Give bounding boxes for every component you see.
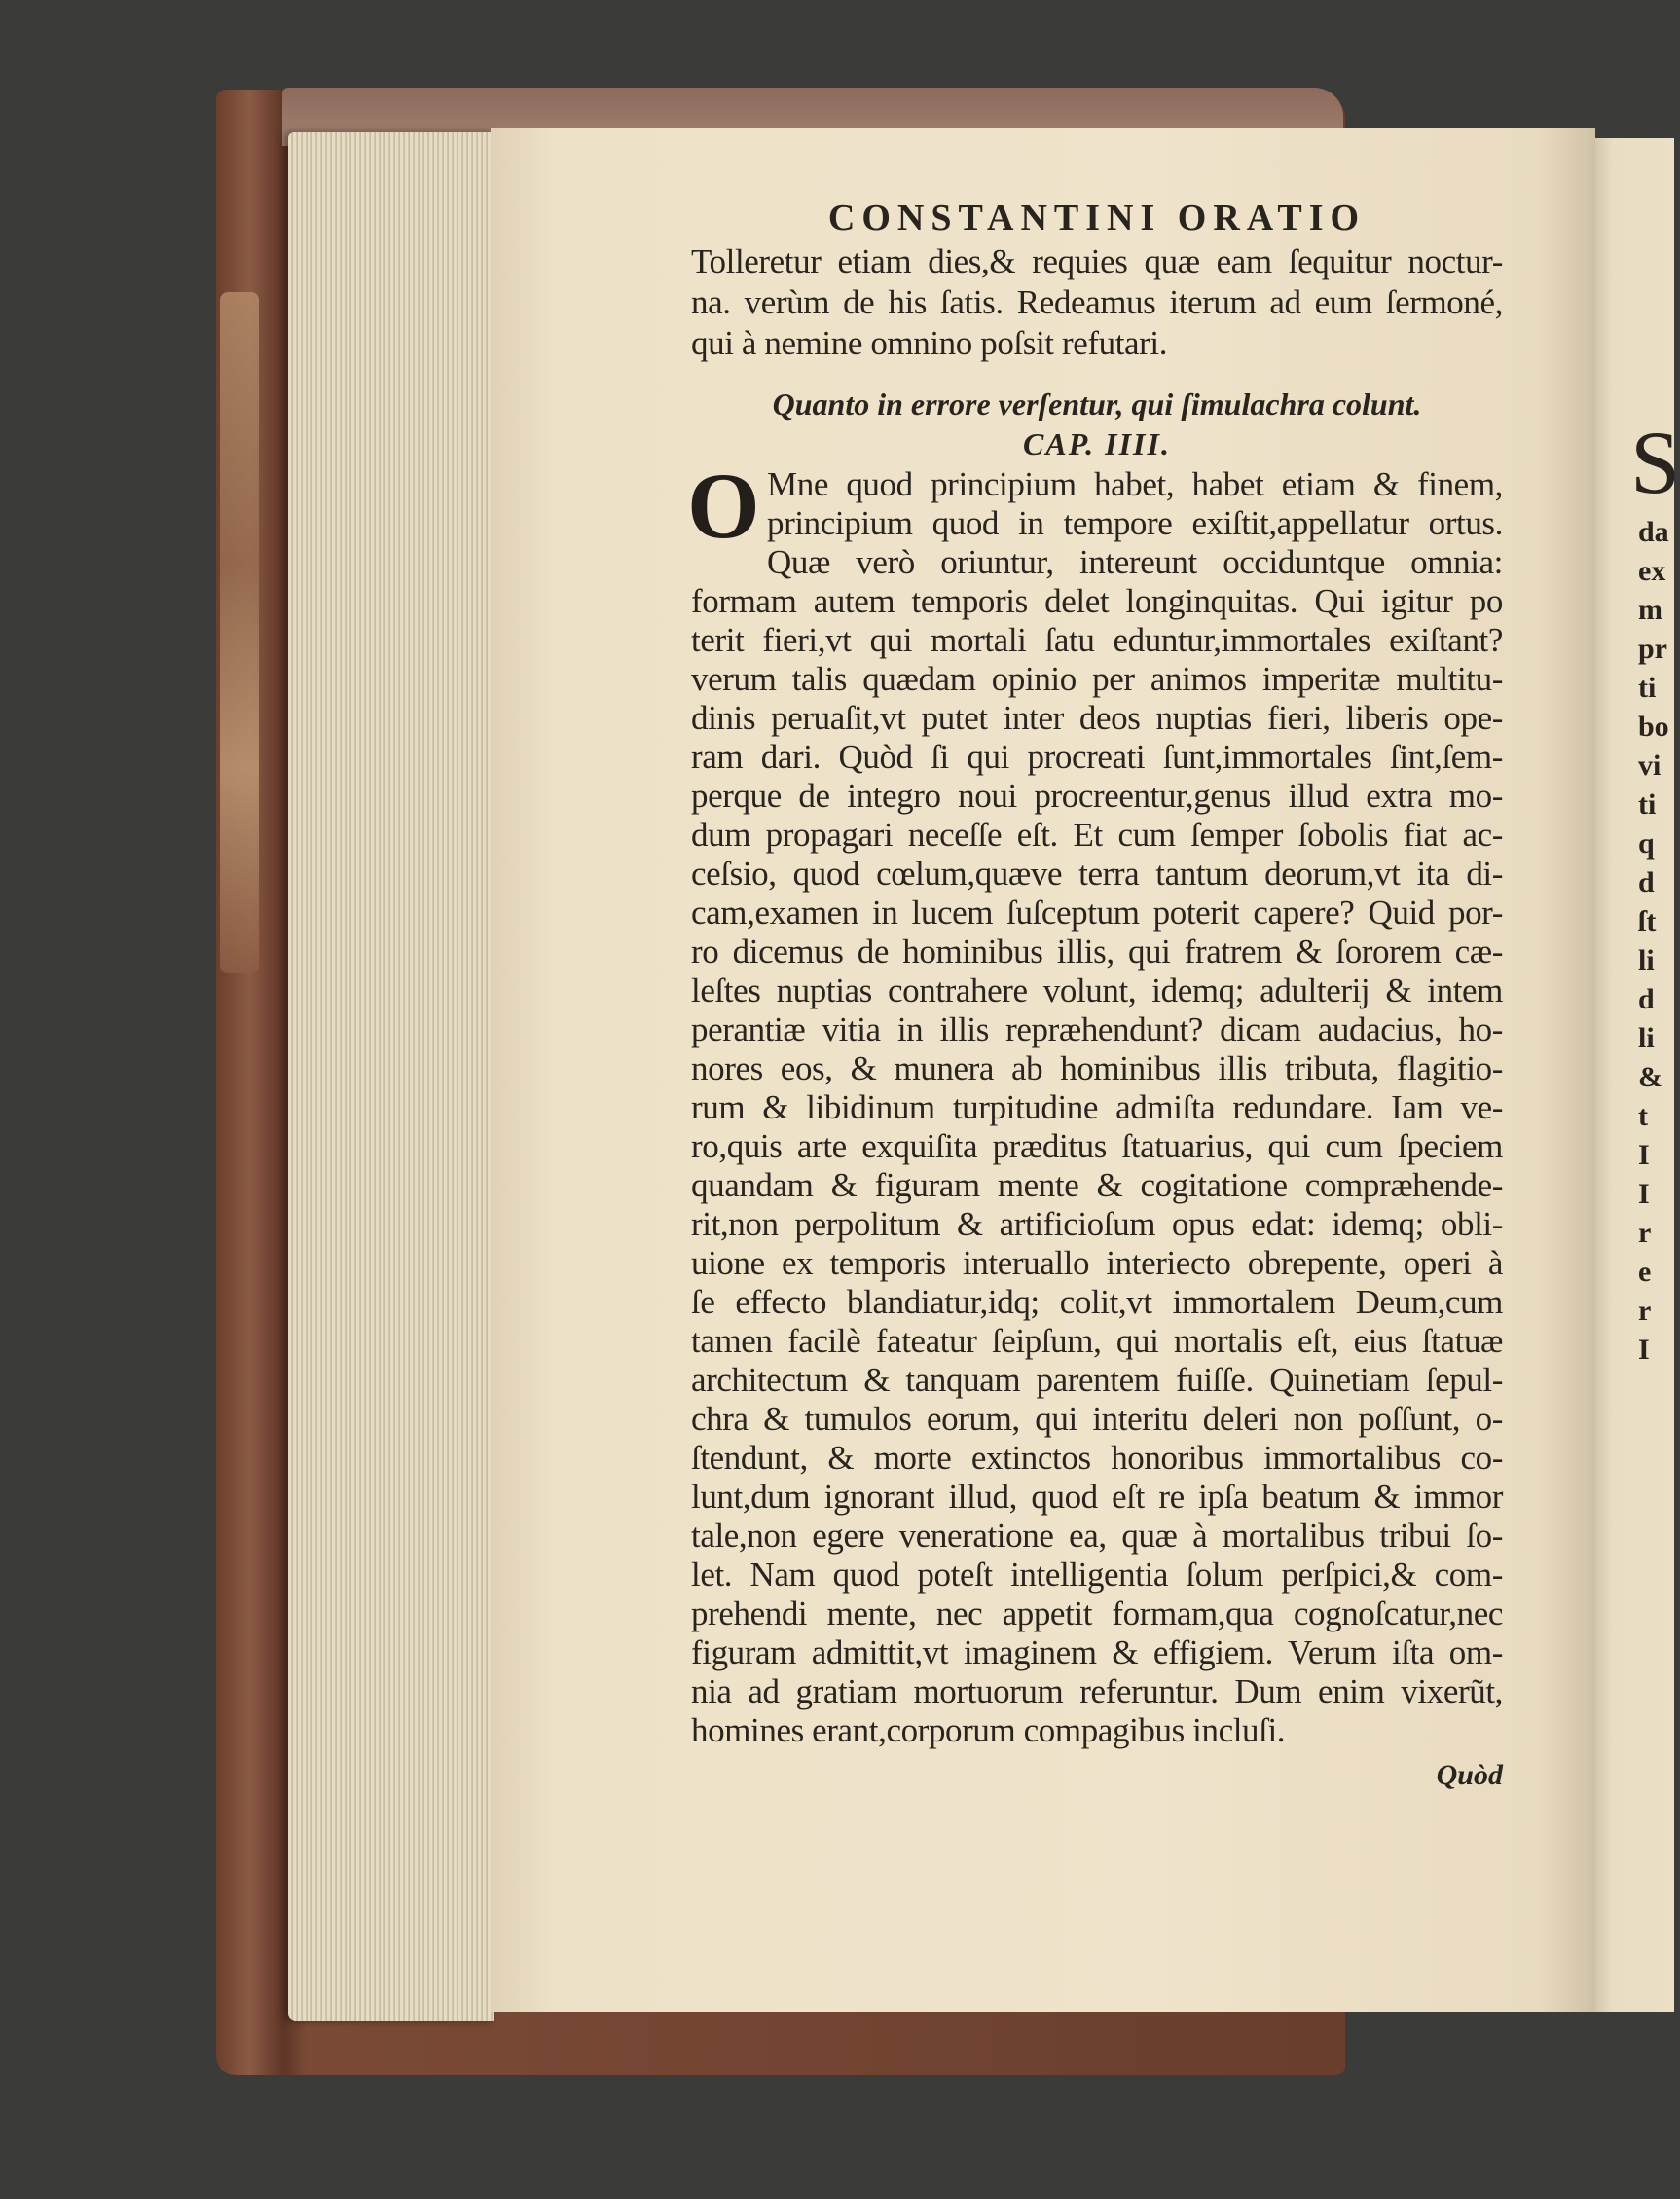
facing-page-fragment: ſt (1638, 905, 1657, 937)
facing-page-fragment: pr (1638, 633, 1667, 665)
text-line: terit fieri,vt qui mortali ſatu eduntur,immortales exiſtant? (691, 621, 1503, 659)
text-line: na. verùm de his ſatis. Redeamus iterum ad eum ſermoné, (691, 283, 1503, 321)
facing-page-fragment: t (1638, 1100, 1648, 1132)
text-line: Mne quod principium habet, habet etiam & finem, (767, 465, 1503, 503)
catchword: Quòd (1436, 1759, 1503, 1791)
text-line: architectum & tanquam parentem fuiſſe. Quinetiam ſepul- (691, 1361, 1503, 1399)
text-line: uione ex temporis interuallo interiecto obrepente, operi à (691, 1244, 1503, 1282)
facing-page-fragment: ti (1638, 788, 1657, 821)
facing-page-fragment: q (1638, 827, 1655, 860)
chapter-number: CAP. IIII. (1023, 426, 1171, 461)
text-line: verum talis quædam opinio per animos imperitæ multitu- (691, 660, 1503, 698)
text-line: perantiæ vitia in illis repræhendunt? dicam audacius, ho- (691, 1010, 1503, 1048)
facing-page-fragment: I (1638, 1178, 1650, 1210)
facing-page-fragment: li (1638, 1022, 1655, 1054)
text-line: cam,examen in lucem ſuſceptum poterit capere? Quid por- (691, 894, 1503, 932)
text-line: qui à nemine omnino poſsit refutari. (691, 324, 1168, 362)
text-line: nia ad gratiam mortuorum referuntur. Dum enim vixerũt, (691, 1672, 1503, 1710)
text-line: ro dicemus de hominibus illis, qui fratrem & ſororem cæ- (691, 933, 1503, 971)
text-line: quandam & figuram mente & cogitatione compræhende- (691, 1166, 1503, 1204)
text-line: perque de integro noui procreentur,genus illud extra mo- (691, 777, 1503, 815)
worn-spine-leather (220, 292, 259, 973)
text-line: tale,non egere veneratione ea, quæ à mortalibus tribui ſo- (691, 1517, 1503, 1555)
facing-page-fragment: I (1638, 1139, 1650, 1171)
facing-page-fragment: I (1638, 1334, 1650, 1366)
facing-page-fragment: da (1638, 516, 1669, 548)
text-line: rit,non perpolitum & artificioſum opus edat: idemq; obli- (691, 1205, 1503, 1243)
facing-page-fragment: r (1638, 1217, 1652, 1249)
text-line: dinis peruaſit,vt putet inter deos nuptias fieri, liberis ope- (691, 699, 1503, 737)
facing-page-fragment: li (1638, 944, 1655, 976)
text-line: lunt,dum ignorant illud, quod eſt re ipſa beatum & immor (691, 1478, 1503, 1516)
text-line: principium quod in tempore exiſtit,appellatur ortus. (767, 504, 1503, 542)
facing-page-fragment: & (1638, 1061, 1662, 1093)
text-line: Tolleretur etiam dies,& requies quæ eam ſequitur noctur- (691, 242, 1503, 280)
text-line: figuram admittit,vt imaginem & effigiem. Verum iſta om- (691, 1633, 1503, 1671)
facing-page-fragment: r (1638, 1295, 1652, 1327)
text-line: ro,quis arte exquiſita præditus ſtatuarius, qui cum ſpeciem (691, 1127, 1503, 1165)
text-line: leſtes nuptias contrahere volunt, idemq; adulterij & intem (691, 971, 1503, 1009)
drop-cap: O (687, 454, 760, 558)
page-edges (288, 132, 494, 2021)
text-line: nores eos, & munera ab hominibus illis tributa, flagitio- (691, 1049, 1503, 1087)
facing-page-initial: S (1630, 413, 1680, 512)
text-line: formam autem temporis delet longinquitas. Qui igitur po (691, 582, 1503, 620)
text-line: chra & tumulos eorum, qui interitu deleri non poſſunt, o- (691, 1400, 1503, 1438)
text-line: dum propagari neceſſe eſt. Et cum ſemper ſobolis fiat ac- (691, 816, 1503, 854)
text-line: homines erant,corporum compagibus incluſi. (691, 1711, 1286, 1749)
text-line: tamen facilè fateatur ſeipſum, qui mortalis eſt, eius ſtatuæ (691, 1322, 1503, 1360)
text-line: ſe effecto blandiatur,idq; colit,vt immortalem Deum,cum (691, 1283, 1503, 1321)
text-line: ceſsio, quod cœlum,quæve terra tantum deorum,vt ita di- (691, 855, 1503, 893)
facing-page-fragment: m (1638, 594, 1662, 626)
facing-page-fragment: ex (1638, 555, 1666, 587)
text-line: ram dari. Quòd ſi qui procreati ſunt,immortales ſint,ſem- (691, 738, 1503, 776)
chapter-title: Quanto in errore verſentur, qui ſimulachra colunt. (772, 386, 1422, 421)
text-line: Quæ verò oriuntur, intereunt occiduntque omnia: (767, 543, 1503, 581)
text-line: let. Nam quod poteſt intelligentia ſolum perſpici,& com- (691, 1556, 1503, 1594)
facing-page-fragment: d (1638, 983, 1655, 1015)
text-line: prehendi mente, nec appetit formam,qua cognoſcatur,nec (691, 1594, 1503, 1632)
running-head: CONSTANTINI ORATIO (827, 198, 1367, 238)
facing-page-fragment: ti (1638, 672, 1657, 704)
facing-page-fragment: vi (1638, 750, 1662, 782)
text-line: ſtendunt, & morte extinctos honoribus immortalibus co- (691, 1439, 1503, 1477)
facing-page-fragment: bo (1638, 711, 1669, 743)
text-line: rum & libidinum turpitudine admiſta redundare. Iam ve- (691, 1088, 1503, 1126)
facing-page-fragment: d (1638, 866, 1655, 898)
facing-page-fragment: e (1638, 1256, 1652, 1288)
